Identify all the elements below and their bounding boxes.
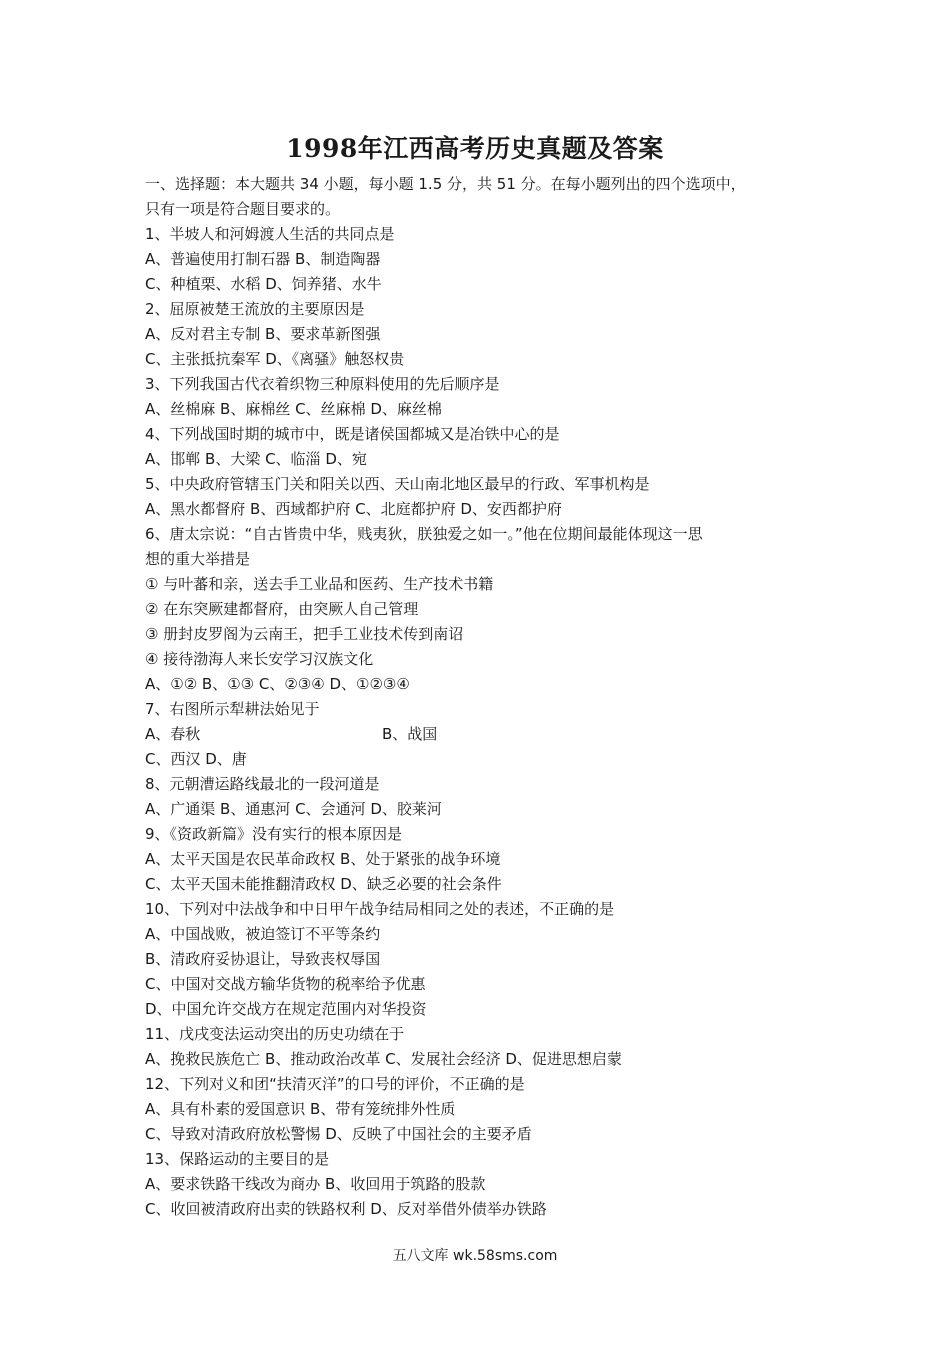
question-6-item-1: ① 与叶蕃和亲，送去手工业品和医药、生产技术书籍 xyxy=(145,575,494,593)
question-4-options: A、邯郸 B、大梁 C、临淄 D、宛 xyxy=(145,450,367,468)
document-title: 1998年江西高考历史真题及答案 xyxy=(286,134,664,163)
document-body xyxy=(145,172,815,1222)
question-12-options-ab: A、具有朴素的爱国意识 B、带有笼统排外性质 xyxy=(145,1100,456,1118)
question-12-options-cd: C、导致对清政府放松警惕 D、反映了中国社会的主要矛盾 xyxy=(145,1125,532,1143)
question-4: 4、下列战国时期的城市中，既是诸侯国都城又是冶铁中心的是 xyxy=(145,425,560,443)
question-7: 7、右图所示犁耕法始见于 xyxy=(145,700,320,718)
question-9: 9、《资政新篇》没有实行的根本原因是 xyxy=(145,825,403,843)
question-2-options-ab: A、反对君主专制 B、要求革新图强 xyxy=(145,325,381,343)
question-6-item-3: ③ 册封皮罗阁为云南王，把手工业技术传到南诏 xyxy=(145,625,464,643)
question-13: 13、保路运动的主要目的是 xyxy=(145,1150,330,1168)
question-5: 5、中央政府管辖玉门关和阳关以西、天山南北地区最早的行政、军事机构是 xyxy=(145,475,650,493)
question-13-options-cd: C、收回被清政府出卖的铁路权利 D、反对举借外债举办铁路 xyxy=(145,1200,547,1218)
question-10-option-c: C、中国对交战方输华货物的税率给予优惠 xyxy=(145,975,426,993)
question-6-item-2: ② 在东突厥建都督府，由突厥人自己管理 xyxy=(145,600,419,618)
question-10: 10、下列对中法战争和中日甲午战争结局相同之处的表述，不正确的是 xyxy=(145,900,615,918)
question-7-option-a: A、春秋 xyxy=(145,725,201,743)
question-13-options-ab: A、要求铁路干线改为商办 B、收回用于筑路的股款 xyxy=(145,1175,486,1193)
question-5-options: A、黑水都督府 B、西域都护府 C、北庭都护府 D、安西都护府 xyxy=(145,500,562,518)
question-8-options: A、广通渠 B、通惠河 C、会通河 D、胶莱河 xyxy=(145,800,442,818)
question-7-options-cd: C、西汉 D、唐 xyxy=(145,750,247,768)
question-10-option-b: B、清政府妥协退让，导致丧权辱国 xyxy=(145,950,381,968)
question-3-options: A、丝棉麻 B、麻棉丝 C、丝麻棉 D、麻丝棉 xyxy=(145,400,442,418)
question-9-options-cd: C、太平天国未能推翻清政权 D、缺乏必要的社会条件 xyxy=(145,875,502,893)
question-6-item-4: ④ 接待渤海人来长安学习汉族文化 xyxy=(145,650,374,668)
question-6-options: A、①② B、①③ C、②③④ D、①②③④ xyxy=(145,675,410,693)
question-2: 2、屈原被楚王流放的主要原因是 xyxy=(145,300,365,318)
question-2-options-cd: C、主张抵抗秦军 D、《离骚》触怒权贵 xyxy=(145,350,405,368)
page-footer: 五八文库 wk.58sms.com xyxy=(392,1248,558,1264)
question-10-option-d: D、中国允许交战方在规定范围内对华投资 xyxy=(145,1000,427,1018)
question-8: 8、元朝漕运路线最北的一段河道是 xyxy=(145,775,380,793)
question-9-options-ab: A、太平天国是农民革命政权 B、处于紧张的战争环境 xyxy=(145,850,501,868)
question-1: 1、半坡人和河姆渡人生活的共同点是 xyxy=(145,225,395,243)
question-12: 12、下列对义和团“扶清灭洋”的口号的评价，不正确的是 xyxy=(145,1075,525,1093)
question-7-option-b: B、战国 xyxy=(382,725,438,743)
section-instruction: 一、选择题：本大题共 34 小题，每小题 1.5 分，共 51 分。在每小题列出的四个选项中， xyxy=(145,175,746,193)
section-instruction-cont: 只有一项是符合题目要求的。 xyxy=(145,200,341,218)
question-11-options: A、挽救民族危亡 B、推动政治改革 C、发展社会经济 D、促进思想启蒙 xyxy=(145,1050,622,1068)
question-10-option-a: A、中国战败，被迫签订不平等条约 xyxy=(145,925,381,943)
question-6: 6、唐太宗说：“自古皆贵中华，贱夷狄，朕独爱之如一。”他在位期间最能体现这一思 xyxy=(145,525,703,543)
question-1-options-cd: C、种植栗、水稻 D、饲养猪、水牛 xyxy=(145,275,382,293)
question-3: 3、下列我国古代衣着织物三种原料使用的先后顺序是 xyxy=(145,375,500,393)
question-7-options-ab xyxy=(145,722,815,747)
question-11: 11、戊戌变法运动突出的历史功绩在于 xyxy=(145,1025,405,1043)
question-6-cont: 想的重大举措是 xyxy=(145,550,251,568)
question-1-options-ab: A、普遍使用打制石器 B、制造陶器 xyxy=(145,250,381,268)
